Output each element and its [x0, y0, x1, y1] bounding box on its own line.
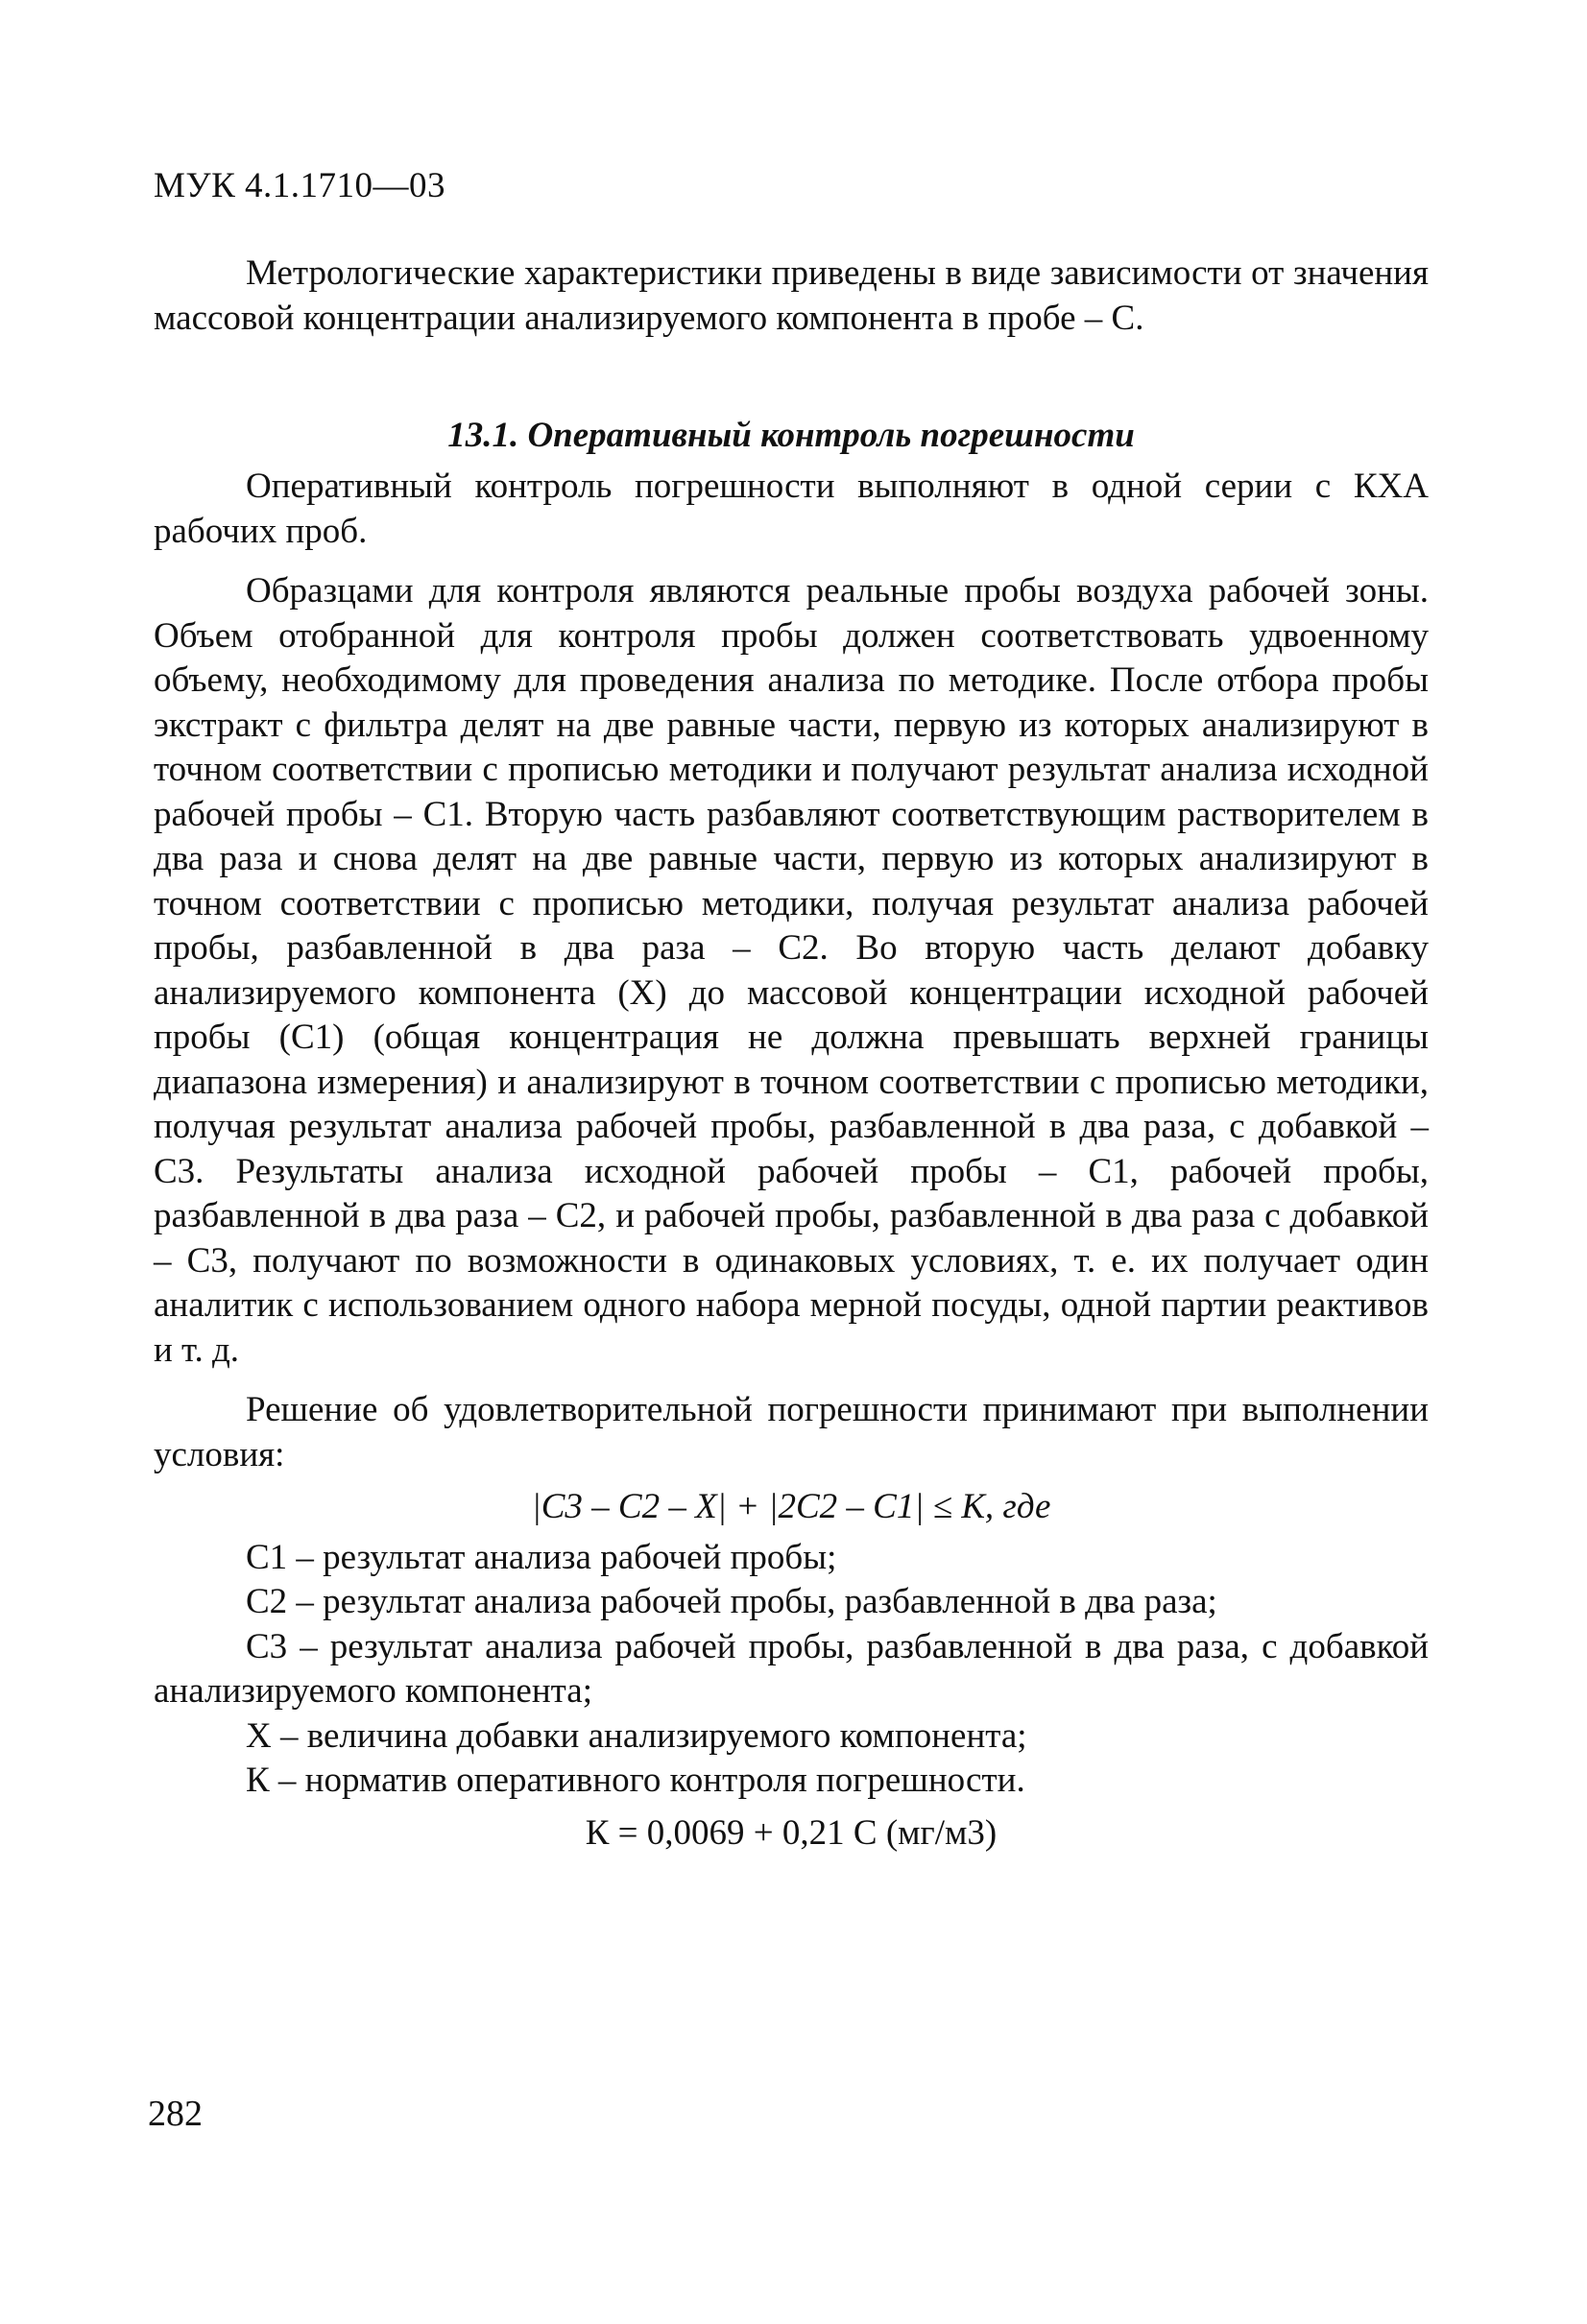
definition-x: Х – величина добавки анализируемого компонента; [246, 1715, 1027, 1756]
definition-c2: С2 – результат анализа рабочей пробы, разбавленной в два раза; [246, 1582, 1217, 1621]
k-formula [154, 1811, 1429, 1857]
running-head: МУК 4.1.1710—03 [154, 166, 446, 205]
definition-c3: С3 – результат анализа рабочей пробы, разбавленной в два раза, с добавкой анализируемого компонента; [154, 1626, 1429, 1711]
paragraph-control-intro: Оперативный контроль погрешности выполняют в одной серии с КХА рабочих проб. [154, 467, 1429, 551]
page-number: 282 [148, 2094, 203, 2134]
section-body [154, 465, 1429, 1861]
paragraph-decision: Решение об удовлетворительной погрешности принимают при выполнении условия: [154, 1390, 1429, 1474]
condition-expression: |С3 – С2 – Х| + |2С2 – С1| ≤ К, где [531, 1487, 1051, 1526]
intro-block [154, 252, 1429, 341]
definition-c1: С1 – результат анализа рабочей пробы; [246, 1537, 837, 1577]
k-formula-text: К = 0,0069 + 0,21 С (мг/м3) [585, 1812, 998, 1853]
definition-k: К – норматив оперативного контроля погрешности. [246, 1761, 1025, 1800]
intro-paragraph: Метрологические характеристики приведены в виде зависимости от значения массовой концентрации анализируемого компонента в пробе – С. [154, 253, 1429, 338]
paragraph-procedure: Образцами для контроля являются реальные пробы воздуха рабочей зоны. Объем отобранной для контроля пробы должен соответствовать удвоенному объему, необходимому для проведения анализа по методике. После отбора пробы экстракт с фильтра делят на две равные части, первую из которых анализируют в точном соответствии с прописью методики и получают результат анализа исходной рабочей пробы – С1. Вторую часть разбавляют соответствующим растворителем в два раза и снова делят на две равные части, первую из которых анализируют в точном соответствии с прописью методики, получая результат анализа рабочей пробы, разбавленной в два раза – С2. Во вторую часть делают добавку анализируемого компонента (Х) до массовой концентрации исходной рабочей пробы (С1) (общая концентрация не должна превышать верхней границы диапазона измерения) и анализируют в точном соответствии с прописью методики, получая результат анализа рабочей пробы, разбавленной в два раза, с добавкой – С3. Результаты анализа исходной рабочей пробы – С1, рабочей пробы, разбавленной в два раза – С2, и рабочей пробы, разбавленной в два раза с добавкой – С3, получают по возможности в одинаковых условиях, т. е. их получает один аналитик с использованием одного набора мерной посуды, одной партии реактивов и т. д. [154, 571, 1429, 1370]
definitions-list [154, 1536, 1429, 1804]
condition-formula [154, 1485, 1429, 1530]
section-heading: 13.1. Оперативный контроль погрешности [447, 416, 1135, 455]
